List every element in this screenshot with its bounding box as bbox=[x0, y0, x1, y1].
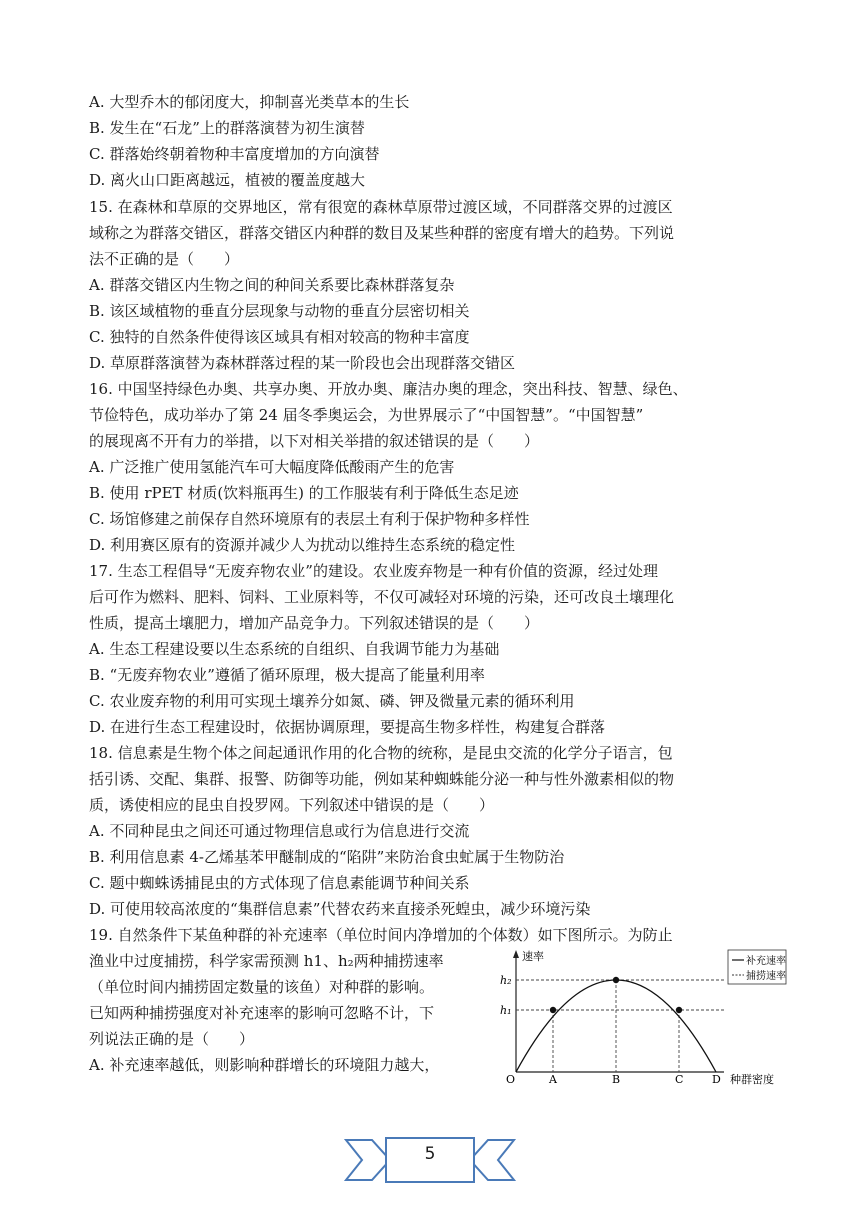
text-line: D. 离火山口距离越远，植被的覆盖度越大 bbox=[89, 171, 366, 189]
text-line: 16. 中国坚持绿色办奥、共享办奥、开放办奥、廉洁办奥的理念，突出科技、智慧、绿色、 bbox=[89, 380, 688, 398]
text-line: 后可作为燃料、肥料、饲料、工业原料等，不仅可减轻对环境的污染，还可改良土壤理化 bbox=[89, 588, 675, 606]
text-line: D. 可使用较高浓度的“集群信息素”代替农药来直接杀死蝗虫，减少环境污染 bbox=[89, 900, 591, 918]
y-axis-arrow bbox=[513, 950, 519, 958]
point-a bbox=[550, 1007, 556, 1013]
text-line: C. 独特的自然条件使得该区域具有相对较高的物种丰富度 bbox=[89, 328, 470, 346]
x-axis-label: 种群密度 bbox=[730, 1073, 774, 1086]
text-line: 17. 生态工程倡导“无废弃物农业”的建设。农业废弃物是一种有价值的资源，经过处理 bbox=[89, 562, 658, 580]
text-line: 节俭特色，成功举办了第 24 届冬季奥运会，为世界展示了“中国智慧”。“中国智慧” bbox=[89, 406, 644, 424]
text-line: 法不正确的是（ ） bbox=[89, 250, 240, 268]
text-line: A. 不同种昆虫之间还可通过物理信息或行为信息进行交流 bbox=[89, 822, 470, 840]
text-line: 的展现离不开有力的举措，以下对相关举措的叙述错误的是（ ） bbox=[89, 432, 540, 450]
text-line: B. 发生在“石龙”上的群落演替为初生演替 bbox=[89, 119, 365, 137]
text-line: B. 使用 rPET 材质(饮料瓶再生) 的工作服装有利于降低生态足迹 bbox=[89, 484, 519, 502]
text-line: 括引诱、交配、集群、报警、防御等功能，例如某种蜘蛛能分泌一种与性外激素相似的物 bbox=[89, 770, 675, 788]
tick-c: C bbox=[675, 1073, 684, 1086]
text-line: B. 利用信息素 4-乙烯基苯甲醚制成的“陷阱”来防治食虫虻属于生物防治 bbox=[89, 848, 565, 866]
text-line: 已知两种捕捞强度对补充速率的影响可忽略不计，下 bbox=[89, 1004, 435, 1022]
text-line: 渔业中过度捕捞，科学家需预测 h1、h₂两种捕捞速率 bbox=[89, 952, 444, 970]
text-line: （单位时间内捕捞固定数量的该鱼）对种群的影响。 bbox=[89, 978, 435, 996]
legend-harvest: 捕捞速率 bbox=[746, 971, 786, 982]
text-line: A. 广泛推广使用氢能汽车可大幅度降低酸雨产生的危害 bbox=[89, 458, 455, 476]
supplement-rate-graph bbox=[488, 946, 788, 1094]
text-line: A. 补充速率越低，则影响种群增长的环境阻力越大， bbox=[89, 1056, 440, 1074]
origin-label: O bbox=[506, 1073, 516, 1086]
point-c bbox=[676, 1007, 682, 1013]
tick-a: A bbox=[549, 1073, 557, 1086]
text-line: D. 草原群落演替为森林群落过程的某一阶段也会出现群落交错区 bbox=[89, 354, 516, 372]
page-number: 5 bbox=[424, 1144, 436, 1164]
tick-b: B bbox=[612, 1073, 621, 1086]
text-line: B. “无废弃物农业”遵循了循环原理，极大提高了能量利用率 bbox=[89, 666, 485, 684]
h1-label: h₁ bbox=[500, 1004, 512, 1017]
text-line: 列说法正确的是（ ） bbox=[89, 1030, 255, 1048]
text-line: C. 题中蜘蛛诱捕昆虫的方式体现了信息素能调节种间关系 bbox=[89, 874, 470, 892]
tick-d: D bbox=[712, 1073, 721, 1086]
y-axis-label: 速率 bbox=[522, 950, 544, 963]
text-line: A. 大型乔木的郁闭度大，抑制喜光类草本的生长 bbox=[89, 93, 410, 111]
text-line: 质，诱使相应的昆虫自投罗网。下列叙述中错误的是（ ） bbox=[89, 796, 495, 814]
point-b bbox=[613, 977, 619, 983]
h2-label: h₂ bbox=[500, 974, 512, 987]
text-line: C. 农业废弃物的利用可实现土壤养分如氮、磷、钾及微量元素的循环利用 bbox=[89, 692, 575, 710]
text-line: A. 生态工程建设要以生态系统的自组织、自我调节能力为基础 bbox=[89, 640, 500, 658]
page-footer bbox=[340, 1130, 520, 1190]
text-line: 19. 自然条件下某鱼种群的补充速率（单位时间内净增加的个体数）如下图所示。为防止 bbox=[89, 926, 673, 944]
text-line: A. 群落交错区内生物之间的种间关系要比森林群落复杂 bbox=[89, 276, 455, 294]
text-line: 18. 信息素是生物个体之间起通讯作用的化合物的统称，是昆虫交流的化学分子语言，包 bbox=[89, 744, 673, 762]
text-line: 15. 在森林和草原的交界地区，常有很宽的森林草原带过渡区域，不同群落交界的过渡区 bbox=[89, 198, 673, 216]
text-line: C. 场馆修建之前保存自然环境原有的表层土有利于保护物种多样性 bbox=[89, 510, 530, 528]
text-line: B. 该区域植物的垂直分层现象与动物的垂直分层密切相关 bbox=[89, 302, 470, 320]
text-line: C. 群落始终朝着物种丰富度增加的方向演替 bbox=[89, 145, 380, 163]
text-line: 域称之为群落交错区，群落交错区内种群的数目及某些种群的密度有增大的趋势。下列说 bbox=[89, 224, 675, 242]
legend-supplement: 补充速率 bbox=[746, 956, 786, 967]
text-line: 性质，提高土壤肥力，增加产品竞争力。下列叙述错误的是（ ） bbox=[89, 614, 540, 632]
text-line: D. 利用赛区原有的资源并减少人为扰动以维持生态系统的稳定性 bbox=[89, 536, 516, 554]
text-line: D. 在进行生态工程建设时，依据协调原理，要提高生物多样性，构建复合群落 bbox=[89, 718, 606, 736]
